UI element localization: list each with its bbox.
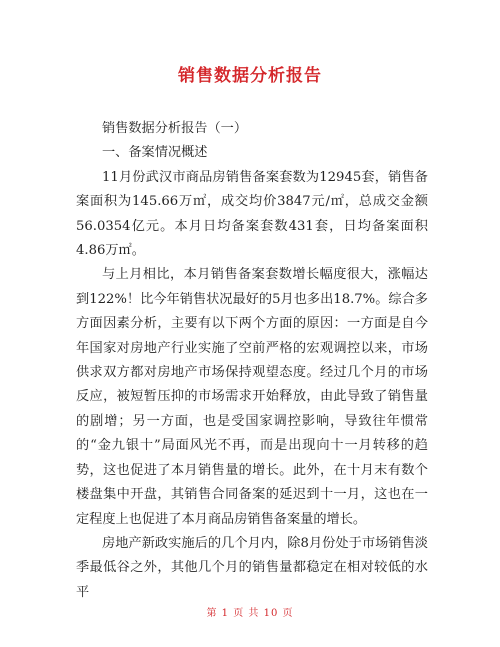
paragraph-overview: 11月份武汉市商品房销售备案套数为12945套，销售备案面积为145.66万㎡，成交均价3847元/㎡，总成交金额56.0354亿元。本月日均备案套数431套，日均备案面积4.86万㎡。 (76, 169, 428, 259)
section-heading: 一、备案情况概述 (102, 145, 208, 161)
document-title: 销售数据分析报告 (178, 66, 322, 86)
page-footer: 第 1 页 共 10 页 (206, 608, 294, 619)
document-body (76, 117, 428, 605)
paragraph-policy: 房地产新政实施后的几个月内，除8月份处于市场销售淡季最低谷之外，其他几个月的销售量都稳定在相对较低的水平 (76, 535, 428, 600)
paragraph-comparison: 与上月相比，本月销售备案套数增长幅度很大，涨幅达到122%！比今年销售状况最好的5月也多出18.7%。综合多方面因素分析，主要有以下两个方面的原因：一方面是自今年国家对房地产行业实施了空前严格的宏观调控以来，市场供求双方都对房地产市场保持观望态度。经过几个月的市场反应，被短暂压抑的市场需求开始释放，由此导致了销售量的剧增；另一方面，也是受国家调控影响，导致往年惯常的“金九银十”局面风光不再，而是出现向十一月转移的趋势，这也促进了本月销售量的增长。此外，在十月末有数个楼盘集中开盘，其销售合同备案的延迟到十一月，这也在一定程度上也促进了本月商品房销售备案量的增长。 (76, 267, 428, 527)
report-subtitle: 销售数据分析报告（一） (102, 121, 248, 136)
